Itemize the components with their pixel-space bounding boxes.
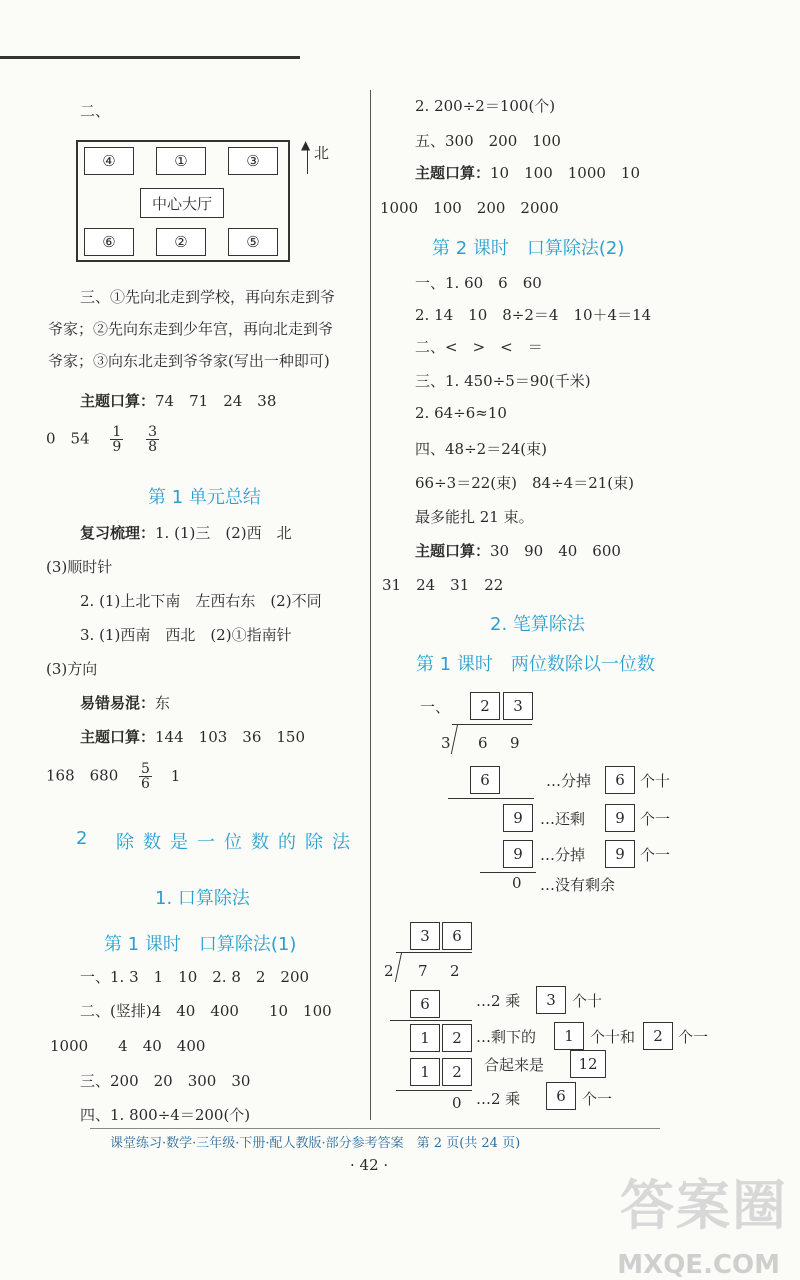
oral-calc-values: 144 103 36 150 [155, 728, 305, 746]
step-value: 6 [470, 766, 500, 794]
step-value: 1 [410, 1058, 440, 1086]
room-4: ④ [84, 147, 134, 175]
lesson-2-title: 第 2 课时 口算除法(2) [432, 238, 625, 259]
watermark-url: MXQE.COM [617, 1250, 780, 1280]
answer-4-2: 2. 200÷2＝100(个) [415, 97, 556, 115]
oral-calc-1-line-2 [46, 425, 159, 454]
oral-calc-label: 主题口算： [80, 728, 156, 746]
lesson-2-answer-4: 四、48÷2＝24(束) [415, 440, 547, 458]
lesson-1-answer-4: 四、1. 800÷4＝200(个) [80, 1106, 251, 1124]
dividend-digit: 6 [478, 734, 488, 752]
review-line-5: (3)方向 [46, 660, 98, 678]
answer-3-line-3: 爷家；③向东北走到爷爷家(写出一种即可) [48, 352, 330, 370]
step-value: 2 [442, 1024, 472, 1052]
review-line-3: 2. (1)上北下南 左西右东 (2)不同 [80, 592, 322, 610]
footer-caption: 课堂练习·数学·三年级·下册·配人教版·部分参考答案 第 2 页(共 24 页) [110, 1136, 521, 1151]
room-1: ① [156, 147, 206, 175]
combined-value-box: 12 [570, 1050, 606, 1078]
unit-1-summary-title: 第 1 单元总结 [148, 487, 261, 508]
page-number: · 42 · [350, 1156, 389, 1174]
oral-calc-values: 168 680 [46, 766, 119, 785]
step-note-unit: 个一 [640, 846, 671, 864]
review-line-2: (3)顺时针 [46, 558, 113, 576]
chapter-2-number: 2 [76, 828, 88, 849]
oral-calc-values: 74 71 24 38 [155, 392, 277, 410]
lesson-2-answer-4-2: 66÷3＝22(束) 84÷4＝21(束) [415, 474, 634, 492]
section-1-title: 1. 口算除法 [155, 888, 250, 909]
answer-3-line-2: 爷家；②先向东走到少年宫，再向北走到爷 [48, 320, 334, 338]
lesson-2-answer-1: 一、1. 60 6 60 [415, 274, 542, 292]
room-5: ⑤ [228, 228, 278, 256]
lesson-2-answer-3-2: 2. 64÷6≈10 [415, 404, 507, 422]
step-value: 9 [503, 804, 533, 832]
confusion-value: 东 [155, 694, 171, 712]
room-6: ⑥ [84, 228, 134, 256]
step-note-unit: 个十和 [590, 1028, 636, 1046]
arrow-head-icon: ▲ [301, 138, 311, 152]
dividend-digit: 7 [418, 962, 428, 980]
lesson-1-answer-1: 一、1. 3 1 10 2. 8 2 200 [80, 968, 310, 986]
oral-calc-4 [415, 540, 621, 561]
center-hall: 中心大厅 [140, 188, 224, 218]
divisor: 3 [441, 734, 451, 752]
section-2-title: 2. 笔算除法 [490, 614, 585, 635]
answer-3-line-1: 三、①先向北走到学校，再向东走到爷 [80, 288, 336, 306]
oral-calc-2 [80, 726, 305, 747]
step-note-unit: 个十 [640, 772, 671, 790]
dividend-digit: 9 [510, 734, 520, 752]
review-line-4: 3. (1)西南 西北 (2)①指南针 [80, 626, 292, 644]
step-note-unit: 个一 [678, 1028, 709, 1046]
step-note-unit: 个一 [582, 1090, 613, 1108]
oral-calc-1 [80, 390, 276, 411]
top-rule [0, 56, 300, 59]
step-note-box: 6 [546, 1082, 576, 1110]
remainder-note: …没有剩余 [540, 876, 616, 894]
oral-calc-values: 0 54 [46, 429, 90, 448]
step-note: …剩下的 [476, 1028, 537, 1046]
oral-calc-values: 10 100 1000 10 [490, 164, 640, 182]
dividend-digit: 2 [450, 962, 460, 980]
combined-note: 合起来是 [484, 1056, 545, 1074]
quotient-digit: 2 [470, 692, 500, 720]
lesson-2-answer-1-2: 2. 14 10 8÷2＝4 10＋4＝14 [415, 306, 652, 324]
step-value: 6 [410, 990, 440, 1018]
oral-calc-2-line-2 [46, 762, 180, 791]
fraction-5-6: $\frac{5}{6}$ [141, 761, 150, 792]
oral-calc-3 [415, 162, 640, 183]
review-value: 1. (1)三 (2)西 北 [155, 524, 292, 542]
oral-calc-values: 30 90 40 600 [490, 542, 621, 560]
step-note-box: 2 [643, 1022, 673, 1050]
lesson-1-title: 第 1 课时 口算除法(1) [104, 934, 297, 955]
step-note: …分掉 [546, 772, 592, 790]
answer-5: 五、300 200 100 [415, 132, 561, 150]
step-note-box: 1 [554, 1022, 584, 1050]
watermark-logo: 答案圈 [620, 1174, 788, 1237]
confusion-line [80, 692, 170, 713]
step-value: 1 [410, 1024, 440, 1052]
oral-calc-label: 主题口算： [415, 542, 491, 560]
division-label: 一、 [420, 698, 451, 716]
lesson-2-answer-2: 二、< > < ＝ [415, 338, 543, 356]
step-note-unit: 个十 [572, 992, 603, 1010]
fraction-1-9: $\frac{1}{9}$ [112, 424, 122, 455]
room-3: ③ [228, 147, 278, 175]
lesson-1-answer-2-cont: 1000 4 40 400 [50, 1037, 206, 1055]
oral-calc-4-line-2: 31 24 31 22 [382, 576, 504, 594]
step-note-box: 9 [605, 804, 635, 832]
column-divider [370, 90, 371, 1120]
oral-calc-label: 主题口算： [415, 164, 491, 182]
quotient-digit: 3 [503, 692, 533, 720]
chapter-2-title: 除数是一位数的除法 [116, 832, 359, 853]
review-line-1 [80, 522, 292, 543]
divisor: 2 [384, 962, 394, 980]
step-note: …2 乘 [476, 1090, 521, 1108]
north-label: 北 [314, 144, 330, 162]
oral-calc-tail: 1 [170, 766, 181, 785]
lesson-2-answer-4-3: 最多能扎 21 束。 [415, 508, 534, 526]
step-note: …2 乘 [476, 992, 521, 1010]
lesson-1-answer-2: 二、(竖排)4 40 400 10 100 [80, 1002, 332, 1020]
lesson-2-answer-3: 三、1. 450÷5＝90(千米) [415, 372, 591, 390]
footer-rule [90, 1128, 660, 1129]
step-value: 9 [503, 840, 533, 868]
fraction-3-8: $\frac{3}{8}$ [148, 424, 158, 455]
oral-calc-3-line-2: 1000 100 200 2000 [380, 199, 559, 217]
step-note: …分掉 [540, 846, 586, 864]
step-note: …还剩 [540, 810, 586, 828]
lesson-3-title: 第 1 课时 两位数除以一位数 [416, 654, 655, 675]
confusion-label: 易错易混： [80, 694, 156, 712]
remainder: 0 [452, 1094, 462, 1112]
step-note-box: 6 [605, 766, 635, 794]
quotient-digit: 3 [410, 922, 440, 950]
step-note-unit: 个一 [640, 810, 671, 828]
section-2-label: 二、 [80, 102, 111, 120]
lesson-1-answer-3: 三、200 20 300 30 [80, 1072, 251, 1090]
quotient-digit: 6 [442, 922, 472, 950]
room-2: ② [156, 228, 206, 256]
remainder: 0 [512, 874, 522, 892]
oral-calc-label: 主题口算： [80, 392, 156, 410]
step-note-box: 3 [536, 986, 566, 1014]
step-note-box: 9 [605, 840, 635, 868]
step-value: 2 [442, 1058, 472, 1086]
review-label: 复习梳理： [80, 524, 156, 542]
